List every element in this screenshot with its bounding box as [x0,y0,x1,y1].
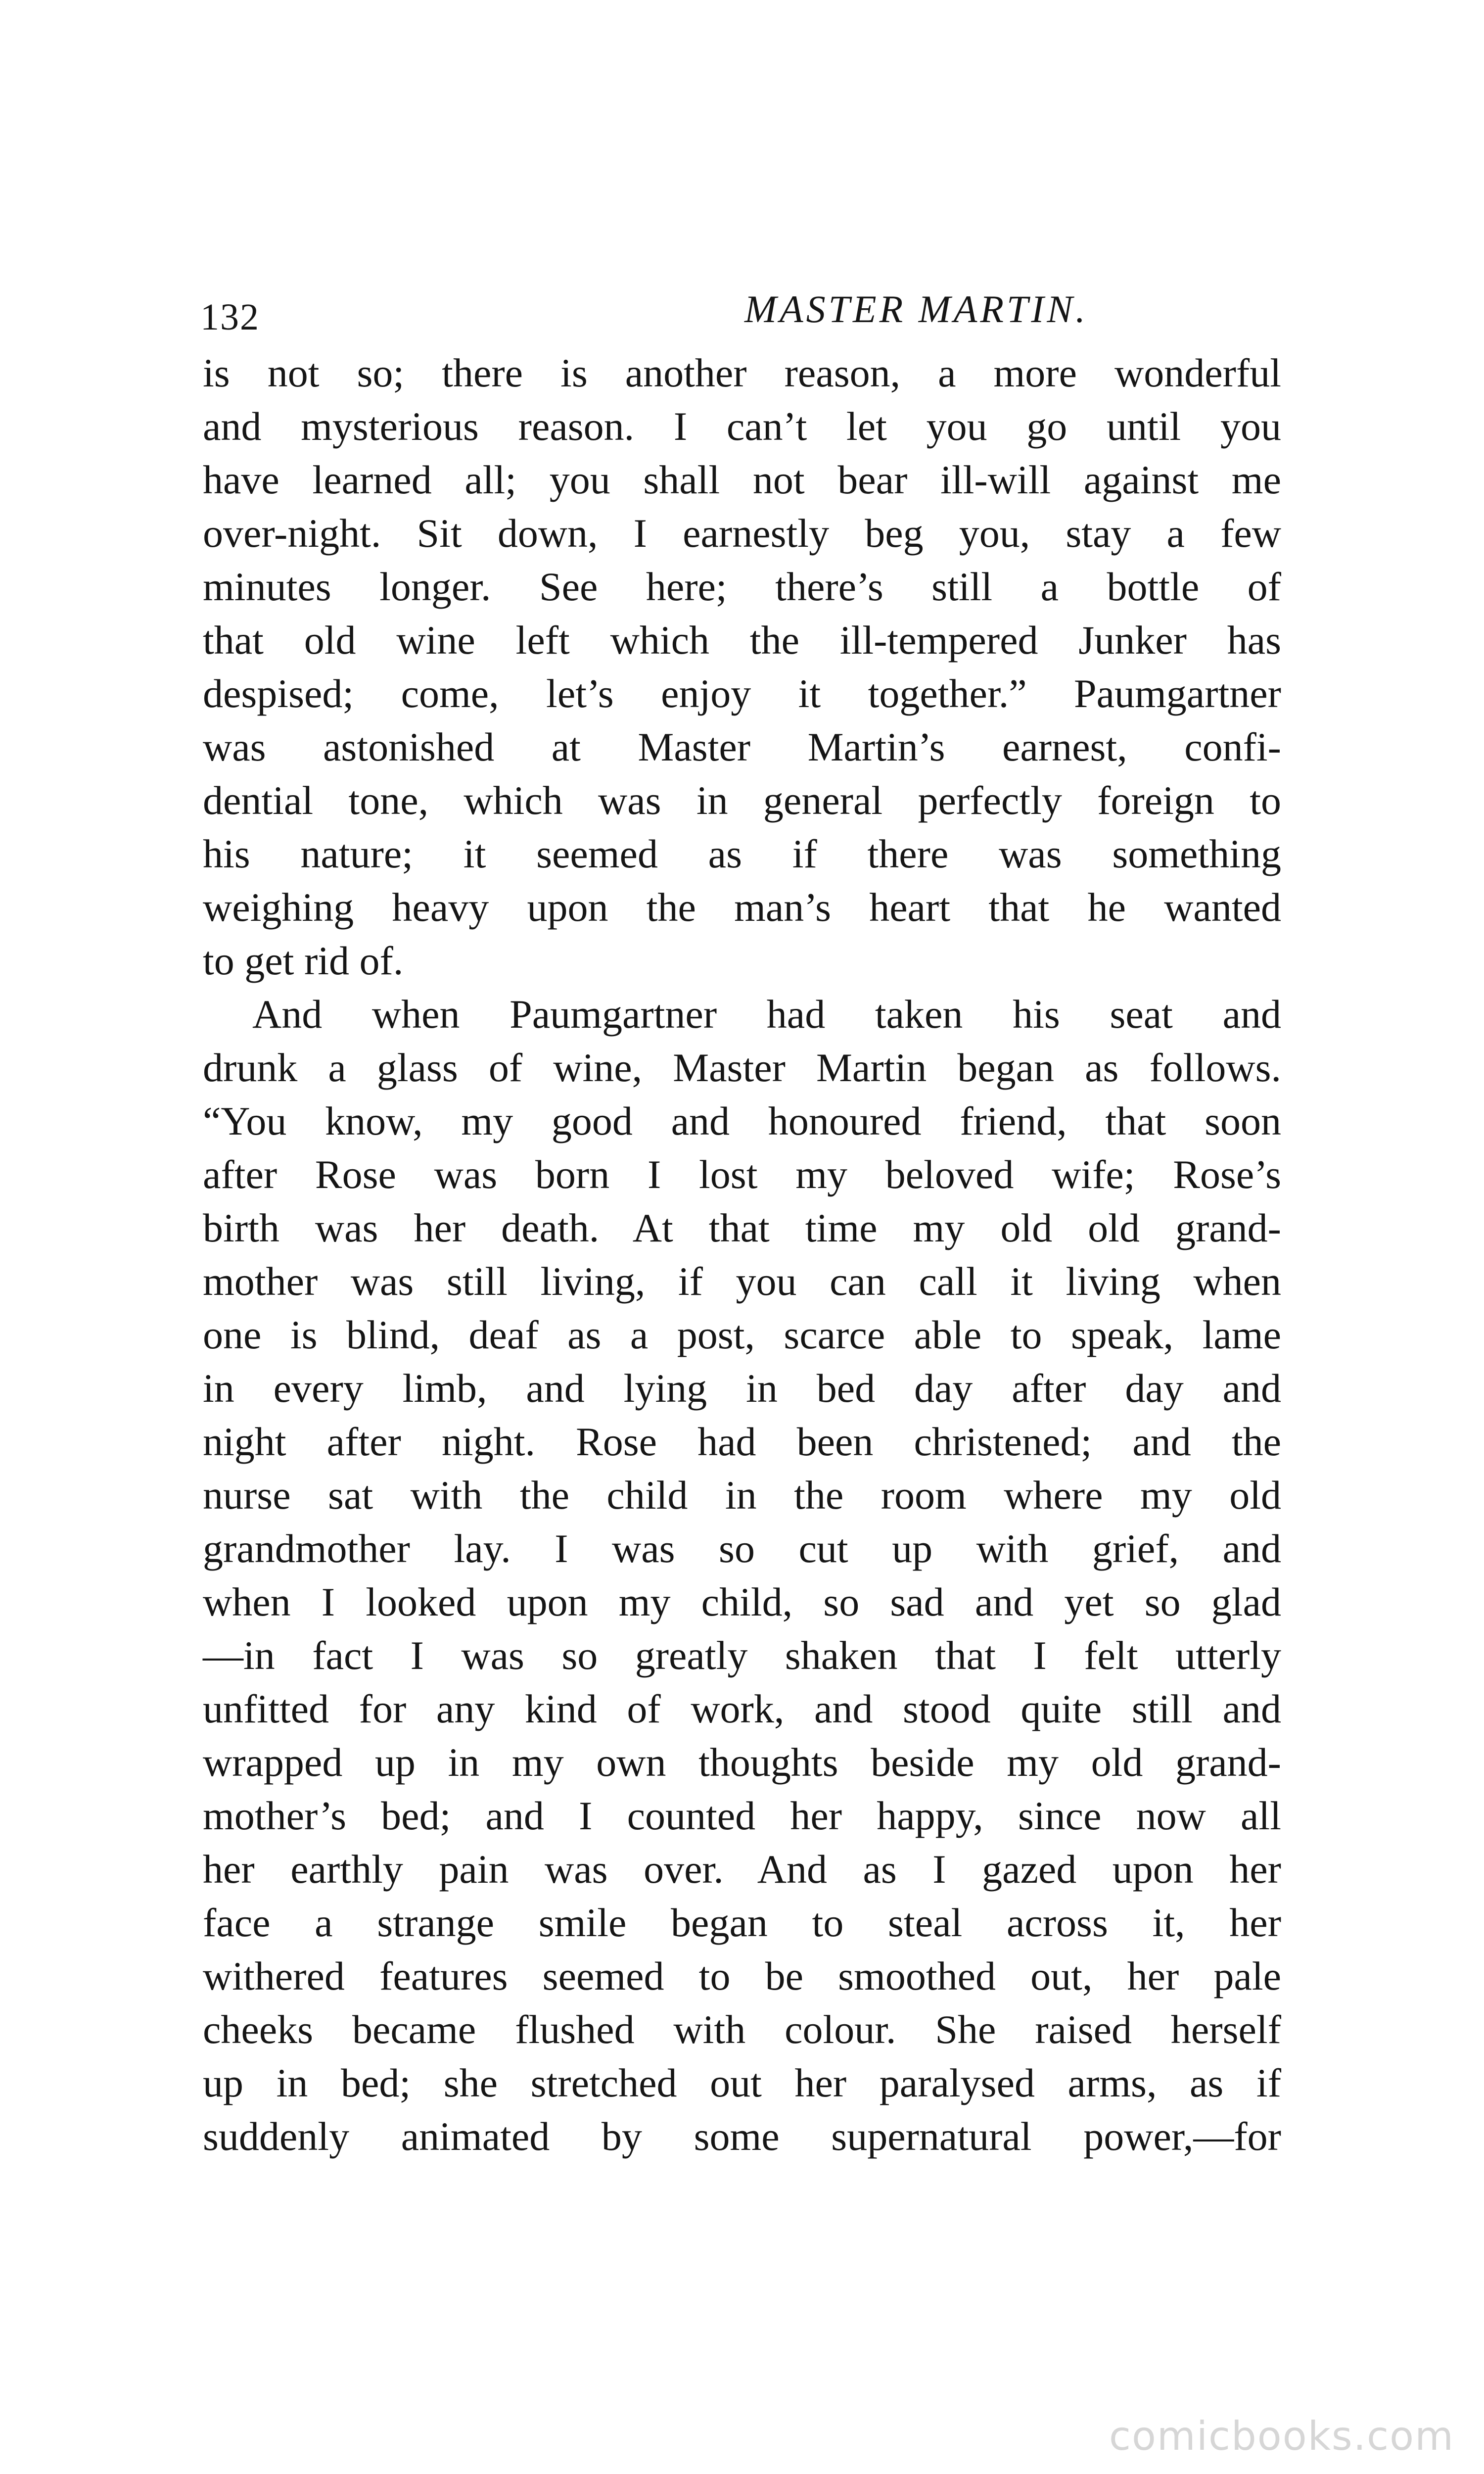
text-line: night after night. Rose had been christened; and the [203,1419,1281,1464]
text-line: is not so; there is another reason, a more wonderful [203,350,1281,395]
text-line: that old wine left which the ill-tempered Junker has [203,618,1281,663]
text-line: up in bed; she stretched out her paralysed arms, as if [203,2060,1281,2105]
text-line: grandmother lay. I was so cut up with grief, and [203,1526,1281,1571]
text-line: in every limb, and lying in bed day after day and [203,1366,1281,1411]
text-line: cheeks became flushed with colour. She raised herself [203,2007,1281,2052]
text-line: over-night. Sit down, I earnestly beg you, stay a few [203,511,1281,556]
text-line: to get rid of. [203,938,404,983]
text-line: after Rose was born I lost my beloved wife; Rose’s [203,1152,1281,1197]
text-line: nurse sat with the child in the room where my old [203,1473,1281,1518]
text-line: dential tone, which was in general perfectly foreign to [203,778,1281,823]
running-head [200,287,1308,341]
text-line: “You know, my good and honoured friend, that soon [203,1098,1281,1143]
text-line: her earthly pain was over. And as I gazed upon her [203,1847,1281,1892]
text-line: face a strange smile began to steal across it, her [203,1900,1281,1945]
text-line: mother was still living, if you can call it living when [203,1259,1281,1304]
page-number: 132 [200,296,260,338]
text-line: when I looked upon my child, so sad and yet so glad [203,1579,1281,1624]
text-line: wrapped up in my own thoughts beside my old grand- [203,1740,1281,1785]
text-line: And when Paumgartner had taken his seat and [252,992,1281,1037]
watermark: comicbooks.com [1109,2413,1454,2459]
text-line: unfitted for any kind of work, and stood quite still and [203,1686,1281,1731]
running-title: MASTER MARTIN. [744,287,1088,331]
text-line: one is blind, deaf as a post, scarce able to speak, lame [203,1312,1281,1357]
text-line: have learned all; you shall not bear ill-will against me [203,457,1281,502]
text-line: weighing heavy upon the man’s heart that he wanted [203,885,1281,930]
text-line: despised; come, let’s enjoy it together.” Paumgartner [203,671,1281,716]
text-line: withered features seemed to be smoothed out, her pale [203,1953,1281,1998]
text-line: mother’s bed; and I counted her happy, since now all [203,1793,1281,1838]
text-line: and mysterious reason. I can’t let you go until you [203,404,1281,449]
text-line: his nature; it seemed as if there was something [203,831,1281,876]
text-line: drunk a glass of wine, Master Martin began as follows. [203,1045,1281,1090]
body-text [203,346,1281,2163]
text-line: suddenly animated by some supernatural power,—for [203,2114,1281,2159]
text-line: —in fact I was so greatly shaken that I felt utterly [203,1633,1281,1678]
text-line: minutes longer. See here; there’s still a bottle of [203,564,1281,609]
text-line: was astonished at Master Martin’s earnest, confi- [203,724,1281,769]
text-line: birth was her death. At that time my old old grand- [203,1205,1281,1250]
